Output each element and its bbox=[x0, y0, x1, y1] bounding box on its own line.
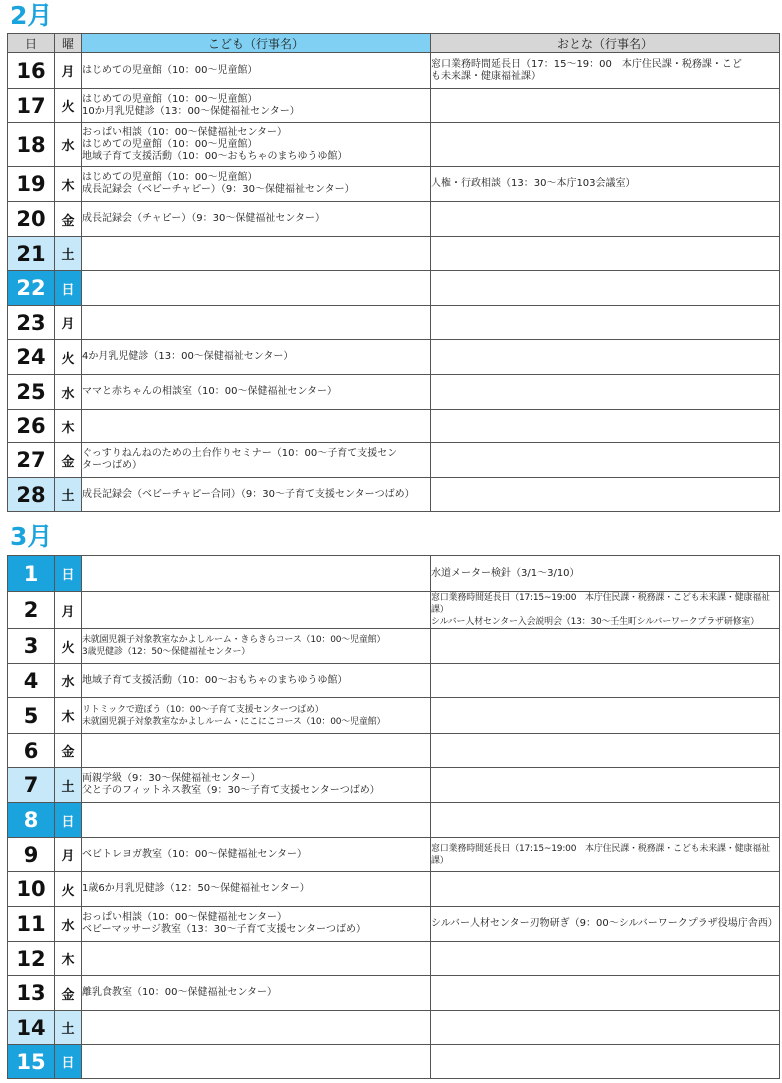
calendar-row bbox=[8, 838, 780, 872]
kids-event-cell: はじめての児童館（10：00〜児童館） 成長記録会（ベビーチャピー）（9：30〜保健福祉センター） bbox=[82, 167, 431, 202]
kids-event-cell: 両親学級（9：30〜保健福祉センター） 父と子のフィットネス教室（9：30〜子育て支援センターつばめ） bbox=[82, 768, 431, 803]
calendar-row bbox=[8, 375, 780, 410]
calendar-row bbox=[8, 872, 780, 907]
header-adult-events: おとな（行事名） bbox=[431, 34, 780, 53]
day-number: 7 bbox=[8, 768, 55, 803]
day-number: 3 bbox=[8, 629, 55, 664]
adult-event-cell bbox=[431, 629, 780, 664]
adult-event-cell bbox=[431, 478, 780, 512]
day-number: 12 bbox=[8, 942, 55, 976]
calendar-row bbox=[8, 167, 780, 202]
calendar-row bbox=[8, 410, 780, 443]
kids-event-cell: ベビトレヨガ教室（10：00〜保健福祉センター） bbox=[82, 838, 431, 872]
kids-event-cell: 成長記録会（チャピー）（9：30〜保健福祉センター） bbox=[82, 202, 431, 237]
kids-event-cell: リトミックで遊ぼう（10：00〜子育て支援センターつばめ） 未就園児親子対象教室なかよしルーム・にこにこコース（10：00〜児童館） bbox=[82, 698, 431, 734]
adult-event-cell: 窓口業務時間延長日（17：15〜19：00 本庁住民課・税務課・こど も未来課・健康福祉課） bbox=[431, 53, 780, 89]
calendar-row bbox=[8, 592, 780, 629]
day-number: 6 bbox=[8, 734, 55, 768]
calendar-row bbox=[8, 942, 780, 976]
kids-event-cell: 4か月乳児健診（13：00〜保健福祉センター） bbox=[82, 340, 431, 375]
weekday-label: 火 bbox=[55, 340, 82, 375]
weekday-label: 土 bbox=[55, 478, 82, 512]
kids-event-cell bbox=[82, 1045, 431, 1079]
kids-event-cell: はじめての児童館（10：00〜児童館） 10か月乳児健診（13：00〜保健福祉センター） bbox=[82, 89, 431, 123]
day-number: 25 bbox=[8, 375, 55, 410]
kids-event-cell: はじめての児童館（10：00〜児童館） bbox=[82, 53, 431, 89]
weekday-label: 木 bbox=[55, 942, 82, 976]
kids-event-cell: 地域子育て支援活動（10：00〜おもちゃのまちゆうゆ館） bbox=[82, 664, 431, 698]
calendar-row bbox=[8, 1045, 780, 1079]
weekday-label: 土 bbox=[55, 237, 82, 271]
adult-event-cell bbox=[431, 410, 780, 443]
day-number: 2 bbox=[8, 592, 55, 629]
adult-event-cell bbox=[431, 1045, 780, 1079]
weekday-label: 水 bbox=[55, 123, 82, 167]
calendar-row bbox=[8, 306, 780, 340]
calendar-row bbox=[8, 664, 780, 698]
header-row bbox=[8, 34, 780, 53]
weekday-label: 日 bbox=[55, 803, 82, 838]
day-number: 15 bbox=[8, 1045, 55, 1079]
adult-event-cell bbox=[431, 375, 780, 410]
calendar-row bbox=[8, 237, 780, 271]
adult-event-cell: 窓口業務時間延長日（17:15~19:00 本庁住民課・税務課・こども未来課・健康福祉課） bbox=[431, 838, 780, 872]
weekday-label: 木 bbox=[55, 698, 82, 734]
kids-event-cell: ママと赤ちゃんの相談室（10：00〜保健福祉センター） bbox=[82, 375, 431, 410]
adult-event-cell bbox=[431, 443, 780, 478]
kids-event-cell bbox=[82, 271, 431, 306]
calendar-row bbox=[8, 976, 780, 1011]
kids-event-cell bbox=[82, 734, 431, 768]
calendar-row bbox=[8, 123, 780, 167]
kids-event-cell: 成長記録会（ベビーチャピー合同）（9：30〜子育て支援センターつばめ） bbox=[82, 478, 431, 512]
weekday-label: 水 bbox=[55, 664, 82, 698]
day-number: 1 bbox=[8, 556, 55, 592]
kids-event-cell bbox=[82, 306, 431, 340]
header-kids-events: こども（行事名） bbox=[82, 34, 431, 53]
weekday-label: 金 bbox=[55, 734, 82, 768]
adult-event-cell bbox=[431, 698, 780, 734]
kids-event-cell: おっぱい相談（10：00〜保健福祉センター） はじめての児童館（10：00〜児童館） 地域子育て支援活動（10：00〜おもちゃのまちゆうゆ館） bbox=[82, 123, 431, 167]
adult-event-cell bbox=[431, 123, 780, 167]
kids-event-cell bbox=[82, 1011, 431, 1045]
weekday-label: 月 bbox=[55, 838, 82, 872]
calendar-row bbox=[8, 556, 780, 592]
adult-event-cell bbox=[431, 872, 780, 907]
adult-event-cell bbox=[431, 942, 780, 976]
day-number: 11 bbox=[8, 907, 55, 942]
weekday-label: 日 bbox=[55, 271, 82, 306]
weekday-label: 月 bbox=[55, 53, 82, 89]
adult-event-cell bbox=[431, 306, 780, 340]
kids-event-cell bbox=[82, 803, 431, 838]
adult-event-cell bbox=[431, 271, 780, 306]
kids-event-cell: 1歳6か月乳児健診（12：50〜保健福祉センター） bbox=[82, 872, 431, 907]
day-number: 20 bbox=[8, 202, 55, 237]
calendar-row bbox=[8, 803, 780, 838]
adult-event-cell bbox=[431, 237, 780, 271]
kids-event-cell bbox=[82, 556, 431, 592]
adult-event-cell: シルバー人材センター刃物研ぎ（9：00〜シルバーワークプラザ役場庁舎西） bbox=[431, 907, 780, 942]
adult-event-cell bbox=[431, 664, 780, 698]
adult-event-cell bbox=[431, 340, 780, 375]
adult-event-cell bbox=[431, 89, 780, 123]
weekday-label: 火 bbox=[55, 629, 82, 664]
day-number: 24 bbox=[8, 340, 55, 375]
adult-event-cell bbox=[431, 1011, 780, 1045]
day-number: 26 bbox=[8, 410, 55, 443]
day-number: 28 bbox=[8, 478, 55, 512]
day-number: 27 bbox=[8, 443, 55, 478]
calendar-row bbox=[8, 478, 780, 512]
calendar-row bbox=[8, 734, 780, 768]
calendar-row bbox=[8, 768, 780, 803]
day-number: 5 bbox=[8, 698, 55, 734]
weekday-label: 月 bbox=[55, 592, 82, 629]
calendar-row bbox=[8, 340, 780, 375]
day-number: 14 bbox=[8, 1011, 55, 1045]
calendar-row bbox=[8, 271, 780, 306]
kids-event-cell bbox=[82, 942, 431, 976]
day-number: 16 bbox=[8, 53, 55, 89]
adult-event-cell: 窓口業務時間延長日（17:15~19:00 本庁住民課・税務課・こども未来課・健康福祉課） シルバー人材センター入会説明会（13：30〜壬生町シルバーワークプラザ研修室） bbox=[431, 592, 780, 629]
day-number: 9 bbox=[8, 838, 55, 872]
month-title-february: 2月 bbox=[10, 1, 53, 30]
weekday-label: 土 bbox=[55, 768, 82, 803]
weekday-label: 日 bbox=[55, 556, 82, 592]
adult-event-cell: 水道メーター検針（3/1〜3/10） bbox=[431, 556, 780, 592]
kids-event-cell: ぐっすりねんねのための土台作りセミナー（10：00〜子育て支援セン ターつばめ） bbox=[82, 443, 431, 478]
weekday-label: 木 bbox=[55, 410, 82, 443]
adult-event-cell bbox=[431, 768, 780, 803]
weekday-label: 土 bbox=[55, 1011, 82, 1045]
weekday-label: 水 bbox=[55, 907, 82, 942]
day-number: 23 bbox=[8, 306, 55, 340]
march-calendar-table bbox=[7, 555, 780, 1079]
kids-event-cell bbox=[82, 237, 431, 271]
weekday-label: 月 bbox=[55, 306, 82, 340]
header-weekday: 曜 bbox=[55, 34, 82, 53]
day-number: 8 bbox=[8, 803, 55, 838]
weekday-label: 金 bbox=[55, 976, 82, 1011]
weekday-label: 水 bbox=[55, 375, 82, 410]
weekday-label: 金 bbox=[55, 202, 82, 237]
day-number: 4 bbox=[8, 664, 55, 698]
day-number: 18 bbox=[8, 123, 55, 167]
weekday-label: 日 bbox=[55, 1045, 82, 1079]
day-number: 19 bbox=[8, 167, 55, 202]
calendar-row bbox=[8, 53, 780, 89]
kids-event-cell bbox=[82, 410, 431, 443]
weekday-label: 金 bbox=[55, 443, 82, 478]
calendar-row bbox=[8, 698, 780, 734]
month-title-march: 3月 bbox=[10, 522, 53, 551]
adult-event-cell bbox=[431, 202, 780, 237]
adult-event-cell bbox=[431, 734, 780, 768]
day-number: 10 bbox=[8, 872, 55, 907]
header-day: 日 bbox=[8, 34, 55, 53]
kids-event-cell: おっぱい相談（10：00〜保健福祉センター） ベビーマッサージ教室（13：30〜子育て支援センターつばめ） bbox=[82, 907, 431, 942]
calendar-row bbox=[8, 202, 780, 237]
calendar-row bbox=[8, 89, 780, 123]
calendar-row bbox=[8, 907, 780, 942]
kids-event-cell: 離乳食教室（10：00〜保健福祉センター） bbox=[82, 976, 431, 1011]
adult-event-cell bbox=[431, 803, 780, 838]
calendar-row bbox=[8, 443, 780, 478]
calendar-row bbox=[8, 629, 780, 664]
day-number: 13 bbox=[8, 976, 55, 1011]
kids-event-cell: 未就園児親子対象教室なかよしルーム・きらきらコース（10：00〜児童館） 3歳児健診（12：50〜保健福祉センター） bbox=[82, 629, 431, 664]
adult-event-cell: 人権・行政相談（13：30〜本庁103会議室） bbox=[431, 167, 780, 202]
calendar-row bbox=[8, 1011, 780, 1045]
day-number: 17 bbox=[8, 89, 55, 123]
day-number: 21 bbox=[8, 237, 55, 271]
february-calendar-table bbox=[7, 33, 780, 512]
adult-event-cell bbox=[431, 976, 780, 1011]
kids-event-cell bbox=[82, 592, 431, 629]
weekday-label: 火 bbox=[55, 89, 82, 123]
weekday-label: 木 bbox=[55, 167, 82, 202]
day-number: 22 bbox=[8, 271, 55, 306]
weekday-label: 火 bbox=[55, 872, 82, 907]
